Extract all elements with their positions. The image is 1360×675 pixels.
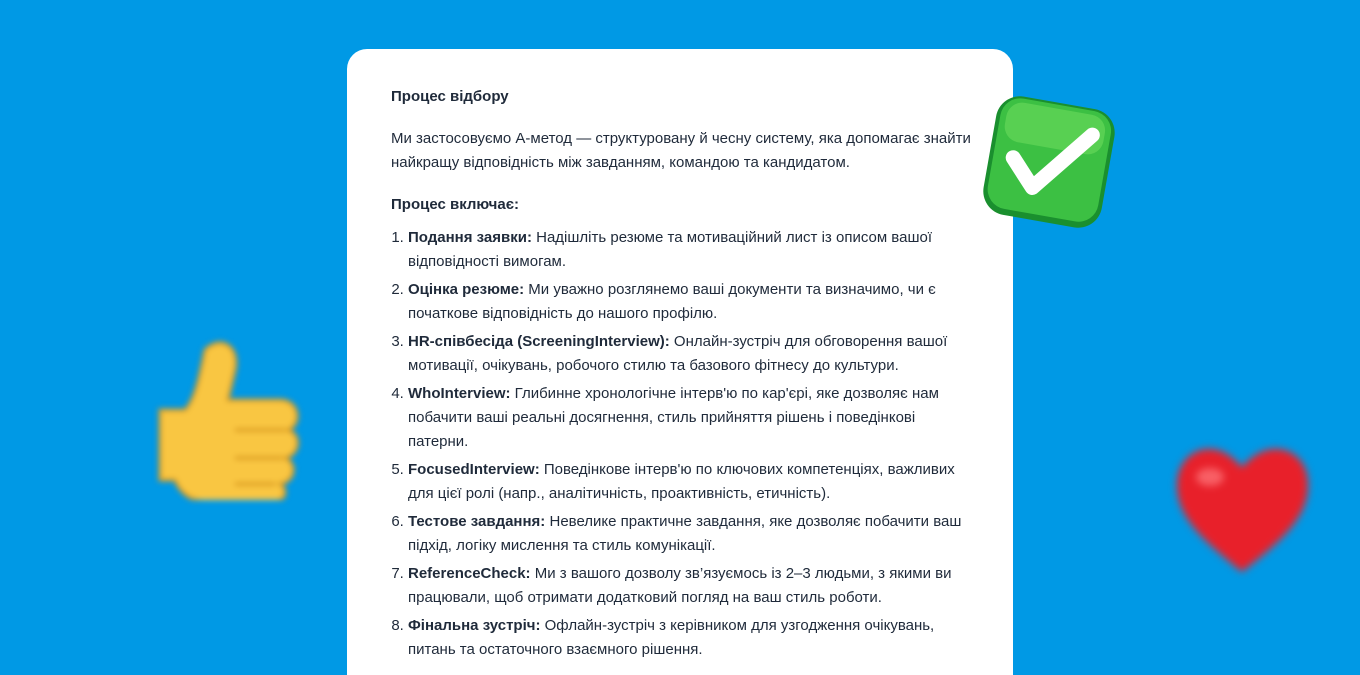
- step-text: Невелике практичне завдання, яке дозволяє побачити ваш підхід, логіку мислення та стиль комунікації.: [408, 513, 962, 554]
- thumbs-up-icon: [150, 330, 310, 500]
- step-title: WhoInterview:: [408, 385, 511, 402]
- check-mark-icon: [975, 88, 1123, 236]
- step-item: [408, 510, 973, 558]
- step-item: [408, 458, 973, 506]
- card-title: Процес відбору: [391, 88, 509, 105]
- step-item: [408, 614, 973, 662]
- step-text: Ми з вашого дозволу зв’язуємось із 2–3 людьми, з якими ви працювали, щоб отримати додатковий погляд на ваш стиль роботи.: [408, 565, 952, 606]
- step-text: Ми уважно розглянемо ваші документи та визначимо, чи є початкове відповідність до нашого профілю.: [408, 281, 936, 322]
- steps-list: [391, 226, 973, 662]
- step-item: [408, 330, 973, 378]
- step-title: HR-співбесіда (ScreeningInterview):: [408, 333, 670, 350]
- step-title: Подання заявки:: [408, 229, 532, 246]
- selection-process-card: [347, 49, 1013, 675]
- step-item: [408, 382, 973, 454]
- heart-icon: [1165, 432, 1320, 582]
- step-title: Тестове завдання:: [408, 513, 546, 530]
- step-text: Онлайн-зустріч для обговорення вашої мотивації, очікувань, робочого стилю та базового фітнесу до культури.: [408, 333, 948, 374]
- step-item: [408, 226, 973, 274]
- step-title: Оцінка резюме:: [408, 281, 525, 298]
- step-text: Надішліть резюме та мотиваційний лист із описом вашої відповідності вимогам.: [408, 229, 932, 270]
- step-text: Глибинне хронологічне інтерв'ю по кар'єрі, яке дозволяє нам побачити ваші реальні досягнення, стиль прийняття рішень і поведінкові патерни.: [408, 385, 939, 450]
- card-intro: Ми застосовуємо А-метод — структуровану й чесну систему, яка допомагає знайти найкращу відповідність між завданням, командою та кандидатом.: [391, 130, 971, 171]
- step-item: [408, 278, 973, 326]
- card-subtitle: Процес включає:: [391, 196, 519, 213]
- step-title: Фінальна зустріч:: [408, 617, 541, 634]
- step-title: ReferenceCheck:: [408, 565, 531, 582]
- step-text: Поведінкове інтерв'ю по ключових компетенціях, важливих для цієї ролі (напр., аналітичність, проактивність, етичність).: [408, 461, 955, 502]
- step-title: FocusedInterview:: [408, 461, 540, 478]
- step-text: Офлайн-зустріч з керівником для узгодження очікувань, питань та остаточного взаємного рішення.: [408, 617, 935, 658]
- step-item: [408, 562, 973, 610]
